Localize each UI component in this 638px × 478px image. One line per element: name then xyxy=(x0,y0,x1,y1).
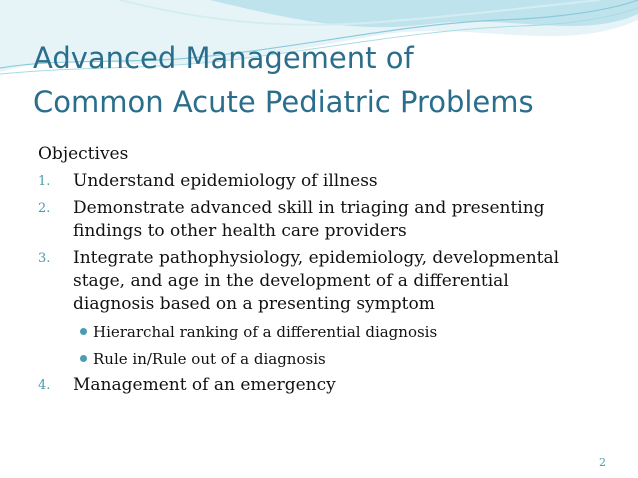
sub-list-item xyxy=(38,320,618,344)
list-item-line: Demonstrate advanced skill in triaging and presenting xyxy=(73,198,545,218)
list-item-line: Integrate pathophysiology, epidemiology, developmental xyxy=(73,248,560,268)
sub-list-item-text: Rule in/Rule out of a diagnosis xyxy=(93,350,326,368)
list-item xyxy=(38,374,618,397)
list-item xyxy=(38,247,618,316)
title-line-2: Common Acute Pediatric Problems xyxy=(33,85,534,119)
list-item-number: 4. xyxy=(38,378,51,393)
list-item xyxy=(38,170,618,193)
list-item-line: stage, and age in the development of a differential xyxy=(73,271,509,291)
sub-list-item-text: Hierarchal ranking of a differential diagnosis xyxy=(93,323,438,341)
bullet-icon xyxy=(80,328,87,335)
list-item-line: Understand epidemiology of illness xyxy=(73,171,378,191)
list-item-text xyxy=(73,247,618,316)
list-item-text xyxy=(73,197,618,243)
list-item-line: diagnosis based on a presenting symptom xyxy=(73,294,435,314)
objectives-heading: Objectives xyxy=(38,144,129,164)
page-number: 2 xyxy=(599,456,606,469)
list-item-number: 3. xyxy=(38,251,51,266)
sub-list-item xyxy=(38,347,618,371)
list-item-text xyxy=(73,374,618,397)
list-item-line: findings to other health care providers xyxy=(73,221,407,241)
title-line-1: Advanced Management of xyxy=(33,41,414,75)
list-item xyxy=(38,197,618,243)
bullet-icon xyxy=(80,355,87,362)
slide-title xyxy=(33,36,628,124)
slide-body xyxy=(38,143,618,401)
list-item-text xyxy=(73,170,618,193)
list-item-line: Management of an emergency xyxy=(73,375,336,395)
list-item-number: 1. xyxy=(38,174,51,189)
list-item-number: 2. xyxy=(38,201,51,216)
